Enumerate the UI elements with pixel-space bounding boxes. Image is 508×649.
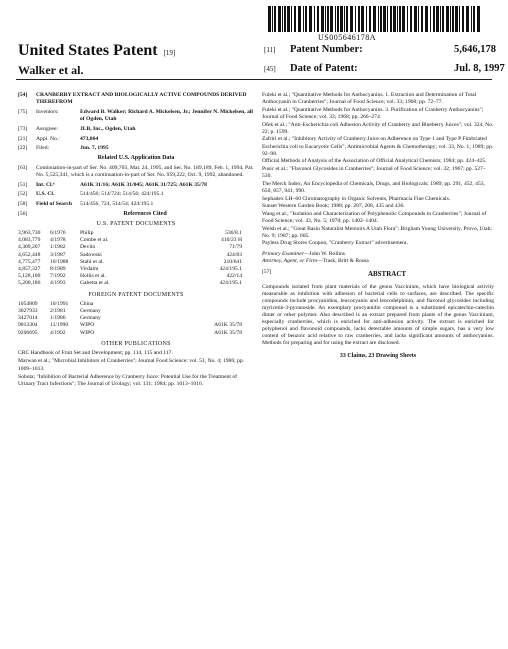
- us-patents-heading: U.S. PATENT DOCUMENTS: [96, 220, 176, 227]
- foreign-patent-number: 3027933: [18, 308, 38, 315]
- us-patent-inventor: Combe et al.: [80, 237, 109, 244]
- primary-examiner: Primary Examiner—John W. Rollins: [262, 250, 345, 257]
- us-patent-number: 3,963,730: [18, 230, 41, 237]
- us-patent-class: 410/23 H: [221, 237, 242, 244]
- barcode-bar: [425, 6, 428, 32]
- barcode-number: US005646178A: [318, 33, 377, 42]
- foreign-patents-list: [18, 301, 254, 337]
- uscl-field: [52] U.S. Cl. 514/456; 514/724; 514/56; 424/195.1: [18, 191, 164, 198]
- barcode-bar: [309, 6, 312, 32]
- barcode-bar: [452, 6, 454, 32]
- foreign-patent-date: 2/1981: [50, 308, 66, 315]
- barcode-bar: [459, 6, 460, 32]
- barcode-bar: [340, 6, 343, 32]
- barcode-bar: [291, 6, 292, 32]
- reference-entry: The Merck Index, An Encyclopedia of Chemicals, Drugs, and Biologicals; 1989; pp. 291, 452, 453, 650, 857, 941, 990.: [262, 180, 485, 194]
- us-patent-inventor: Hollis et al.: [80, 273, 106, 280]
- barcode-bar: [346, 6, 348, 32]
- barcode-bar: [369, 6, 371, 32]
- reference-entry: Fuleki et al.; "Quantitative Methods for Anthocyanins. 1. Extraction and Determination of Total Anthocyanin in Cranberries"; Journal of Food Science; vol. 33; 1968; pp. 72–77.: [262, 92, 477, 106]
- us-patent-date: 4/1978: [50, 237, 66, 244]
- barcode-bar: [387, 6, 388, 32]
- reference-entry: Zafriri et al.; "Inhibitory Activity of Cranberry Juice on Adherence on Type 1 and Type P Fimbriated Escherichia coli to Eucaryotic Cells"; Antimicrobial Agents & Chemotherapy; vol. 33, No. 1; 1989; pp. 92–98.: [262, 136, 494, 157]
- foreign-patent-number: 1054809: [18, 300, 38, 307]
- us-patent-number: 4,775,477: [18, 258, 41, 265]
- barcode-bar: [473, 6, 475, 32]
- barcode-bar: [407, 6, 408, 32]
- barcode-bar: [446, 6, 449, 32]
- barcode-bar: [317, 6, 319, 32]
- barcode-bar: [477, 6, 480, 32]
- foreign-patent-country: China: [80, 300, 94, 307]
- appl-field: [21] Appl. No.: 473,864: [18, 135, 99, 142]
- reference-entry: Wang et al.; "Isolation and Characterization of Polyphenolic Compounds in Cranberries"; Journal of Food Science; vol. 43, No. 5; 1978; pp. 1402–1404.: [262, 210, 487, 224]
- foreign-patent-country: WIPO: [80, 329, 95, 336]
- reference-entry: Payless Drug Stores Coupon, "Cranberry Extract" advertisement.: [262, 240, 408, 247]
- patent-number-label: Patent Number:: [290, 44, 363, 55]
- header-divider: [16, 79, 492, 80]
- authors: Walker et al.: [18, 63, 84, 77]
- us-patent-inventor: Stahl et al.: [80, 258, 104, 265]
- barcode-bar: [442, 6, 444, 32]
- barcode-bar: [440, 6, 441, 32]
- reference-entry: Sephadex LH–60 Chromatography in Organic Solvents, Pharmacia Fine Chemicals.: [262, 195, 451, 202]
- foreign-patent-row: [18, 330, 254, 337]
- references-heading-row: [56] References Cited: [18, 211, 254, 218]
- inventors-field: [75] Inventors: Edward B. Walker; Richard A. Mickelsen, Jr.; Jennifer N. Mickelsen, all of Ogden, Utah: [18, 108, 253, 123]
- us-patent-row: [18, 280, 254, 287]
- reference-entry: Pusic et al.; "Flavonol Glycosides in Cranberries"; Journal of Food Science; vol. 32; 1967; pp. 527–530.: [262, 165, 486, 180]
- barcode-bar: [450, 6, 451, 32]
- us-patent-row: [18, 259, 254, 266]
- foreign-patent-date: 1/1986: [50, 315, 66, 322]
- barcode-bar: [402, 6, 405, 32]
- barcode-bar: [358, 6, 360, 32]
- assignee-field: [73] Assignee: JLB, Inc., Ogden, Utah: [18, 125, 136, 132]
- foreign-patent-row: [18, 322, 254, 329]
- barcode-bar: [284, 6, 286, 32]
- barcode-bar: [418, 6, 419, 32]
- references-heading: References Cited: [123, 211, 167, 218]
- barcode-bar: [327, 6, 329, 32]
- other-publication: Sobota; "Inhibition of Bacterial Adherence by Cranberry Juice: Potential Use for the Treatment of Urinary Tract Infections"; The Journal of Urology; vol. 131; 1984; pp. 1013–1016.: [18, 373, 237, 387]
- related-heading: Related U.S. Application Data: [97, 155, 175, 162]
- us-patent-date: 3/1987: [50, 251, 66, 258]
- us-patent-inventor: Sadowski: [80, 251, 102, 258]
- foreign-patent-number: 3427014: [18, 315, 38, 322]
- barcode-bar: [335, 6, 336, 32]
- foreign-patent-class: A61K 35/78: [214, 329, 242, 336]
- us-patent-number: 4,857,327: [18, 266, 41, 273]
- patent-number-row: [11] Patent Number: 5,646,178: [264, 44, 496, 55]
- foreign-patent-number: 9206695: [18, 329, 38, 336]
- reference-entry: Fuleki et al.; "Quantitative Methods for Anthocyanins. 3. Purification of Cranberry Anthocyanins"; Journal of Food Science; vol. 33; 1968; pp. 266–274.: [262, 106, 484, 120]
- date-label: Date of Patent:: [290, 63, 358, 74]
- foreign-patent-class: [120, 315, 242, 322]
- us-patent-class: 424/195.1: [219, 266, 242, 273]
- abstract-heading-row: [57] ABSTRACT: [262, 269, 494, 281]
- foreign-patent-row: [18, 308, 254, 315]
- barcode-image: [268, 6, 480, 32]
- reference-entry: Ofek et al.; "Anti-Escherichia coli Adhesion Activity of Cranberry and Blueberry Juices"; vol. 324, No. 22; p. 1599.: [262, 121, 494, 135]
- barcode-bar: [430, 6, 431, 32]
- barcode-bar: [321, 6, 324, 32]
- us-patent-date: 1/1982: [50, 244, 66, 251]
- us-patent-class: 424/83: [226, 251, 242, 258]
- foreign-patent-country: WIPO: [80, 322, 95, 329]
- title-field: [54] CRANBERRY EXTRACT AND BIOLOGICALLY ACTIVE COMPOUNDS DERIVED THEREFROM: [18, 92, 247, 106]
- us-patent-date: 10/1988: [50, 258, 69, 265]
- us-patent-number: 4,309,207: [18, 244, 41, 251]
- foreign-patent-date: 11/1990: [50, 322, 69, 329]
- other-publications-heading: OTHER PUBLICATIONS: [101, 340, 171, 347]
- barcode-bar: [282, 6, 283, 32]
- barcode-bar: [393, 6, 396, 32]
- barcode-bar: [355, 6, 356, 32]
- abstract-text: Compounds isolated from plant materials of the genus Vaccinium, which have biological activity measurable as inhibition with adhesion of bacterial cells to surfaces, are described. The specific compounds include procyanidins, leucocyanin and leucodelphinin, and flavonol glycosides including myricetin-3-pyranoside. An exemplary procyanidin compound is a substituted epicatechin-catechin dimer or other polymer. Also described is an extract prepared from plants of the genus Vaccinium, especially cranberries, which is enriched for anti-adhesion activity. The extract is enriched for polyphenol and flavonoid compounds, lacks detectable amounts of simple sugars, has a very low content of benzoic acid relative to raw cranberries, and lacks significant amounts of anthocyanins. Methods for preparing and for using the extract are disclosed.: [262, 283, 494, 347]
- barcode-bar: [414, 6, 417, 32]
- barcode-bar: [373, 6, 376, 32]
- barcode-bar: [272, 6, 273, 32]
- us-patent-inventor: Gabetta et al.: [80, 280, 110, 287]
- barcode-bar: [383, 6, 386, 32]
- other-publication: Marwan et al.; "Microbial Inhibitors of Cranberries"; Journal Food Science; vol. 51, No. 4; 1986; pp. 1009–1013.: [18, 358, 245, 372]
- barcode-bar: [399, 6, 401, 32]
- us-patent-number: 5,128,100: [18, 273, 41, 280]
- references-continued-list: [262, 92, 494, 248]
- barcode-bar: [436, 6, 439, 32]
- us-patent-row: [18, 244, 254, 251]
- intcl-field: [51] Int. Cl.⁶ A61K 31/16; A61K 31/045; A61K 31/725; A61K 35/78: [18, 181, 207, 188]
- us-patent-row: [18, 266, 254, 273]
- barcode-bar: [397, 6, 398, 32]
- attorney: Attorney, Agent, or Firm—Trask, Britt & Rossa: [262, 257, 369, 264]
- date-of-patent-row: [45] Date of Patent: Jul. 8, 1997: [264, 63, 505, 74]
- us-patent-class: 210/641: [223, 258, 242, 265]
- barcode-bar: [462, 6, 464, 32]
- barcode-bar: [455, 6, 458, 32]
- foreign-patent-row: [18, 315, 254, 322]
- left-column: [18, 92, 254, 389]
- foreign-patent-date: 4/1992: [50, 329, 66, 336]
- other-publications-list: [18, 350, 254, 388]
- us-patent-date: 4/1993: [50, 280, 66, 287]
- us-patent-number: 4,652,448: [18, 251, 41, 258]
- us-patent-row: [18, 237, 254, 244]
- barcode-bar: [433, 6, 435, 32]
- us-patent-row: [18, 252, 254, 259]
- barcode-bar: [471, 6, 472, 32]
- barcode-bar: [337, 6, 339, 32]
- search-field: [58] Field of Search 514/456, 724, 514/54; 424/195.1: [18, 200, 154, 207]
- continuation-field: [63] Continuation-in-part of Ser. No. 409,703, Mar. 24, 1995, and Ser. No. 189,189, Feb. 1, 1994, Pat. No. 5,525,341, which is a continuation-in-part of Ser. No. 959,222, Oct. 9, 1992, abandoned.: [18, 164, 254, 178]
- us-patent-number: 4,083,779: [18, 237, 41, 244]
- barcode-bar: [303, 6, 304, 32]
- us-patent-row: [18, 273, 254, 280]
- foreign-patent-row: [18, 301, 254, 308]
- barcode-bar: [361, 6, 364, 32]
- us-patent-class: 71/79: [229, 244, 242, 251]
- us-patent-class: 422/14: [226, 273, 242, 280]
- barcode-bar: [274, 6, 276, 32]
- barcode-bar: [380, 6, 382, 32]
- foreign-patent-country: Germany: [80, 315, 101, 322]
- foreign-patent-date: 10/1991: [50, 300, 69, 307]
- us-patent-class: 424/195.1: [219, 280, 242, 287]
- date-of-patent: Jul. 8, 1997: [454, 63, 505, 74]
- barcode-bar: [278, 6, 281, 32]
- us-patent-date: 7/1992: [50, 273, 66, 280]
- barcode-bar: [421, 6, 423, 32]
- barcode-bar: [410, 6, 412, 32]
- us-patent-date: 8/1989: [50, 266, 66, 273]
- reference-entry: Sunset Western Garden Book; 1988; pp. 207, 208, 435 and 436.: [262, 203, 405, 210]
- foreign-patent-class: [120, 301, 242, 308]
- filed-field: [22] Filed: Jun. 7, 1995: [18, 145, 109, 152]
- other-publication: CRC Handbook of Fruit Set and Development; pp. 114, 115 and 117.: [18, 350, 173, 357]
- barcode-bar: [268, 6, 271, 32]
- barcode-bar: [466, 6, 469, 32]
- title-code: [19]: [163, 49, 176, 57]
- barcode-bar: [330, 6, 333, 32]
- barcode-bar: [344, 6, 345, 32]
- foreign-patent-number: 9013304: [18, 322, 38, 329]
- abstract-heading: ABSTRACT: [367, 269, 407, 278]
- us-patent-inventor: Philip: [80, 230, 94, 237]
- barcode-bar: [366, 6, 367, 32]
- barcode-bar: [325, 6, 326, 32]
- reference-entry: Official Methods of Analysis of the Association of Official Analytical Chemists; 1984; pp. 424–425.: [262, 158, 487, 165]
- right-column: [262, 92, 494, 360]
- foreign-patent-class: [120, 308, 242, 315]
- barcode-bar: [314, 6, 315, 32]
- us-patent-inventor: Devlin: [80, 244, 96, 251]
- barcode-bar: [378, 6, 379, 32]
- barcode-bar: [305, 6, 307, 32]
- patent-number: 5,646,178: [454, 44, 496, 55]
- us-patent-date: 6/1976: [50, 230, 66, 237]
- us-patent-number: 5,200,186: [18, 280, 41, 287]
- page-title: United States Patent [19]: [18, 42, 176, 59]
- foreign-patent-country: Germany: [80, 308, 101, 315]
- claims-summary: 33 Claims, 23 Drawing Sheets: [339, 352, 417, 359]
- us-patent-class: 536/8.1: [225, 230, 242, 237]
- barcode-bar: [350, 6, 353, 32]
- foreign-patents-heading: FOREIGN PATENT DOCUMENTS: [88, 291, 184, 298]
- foreign-patent-class: A61K 35/78: [214, 322, 242, 329]
- barcode-bar: [390, 6, 392, 32]
- us-patents-list: [18, 230, 254, 288]
- reference-entry: Welsh et al.; "Great Basin Naturalist Memoirs A Utah Flora"; Brigham Young University, Provo, Utah; No. 9; 1987; pp. 605.: [262, 225, 492, 239]
- barcode-bar: [287, 6, 290, 32]
- us-patent-inventor: Virdalm: [80, 266, 99, 273]
- barcode-bar: [294, 6, 296, 32]
- us-patent-row: [18, 230, 254, 237]
- barcode-bar: [298, 6, 301, 32]
